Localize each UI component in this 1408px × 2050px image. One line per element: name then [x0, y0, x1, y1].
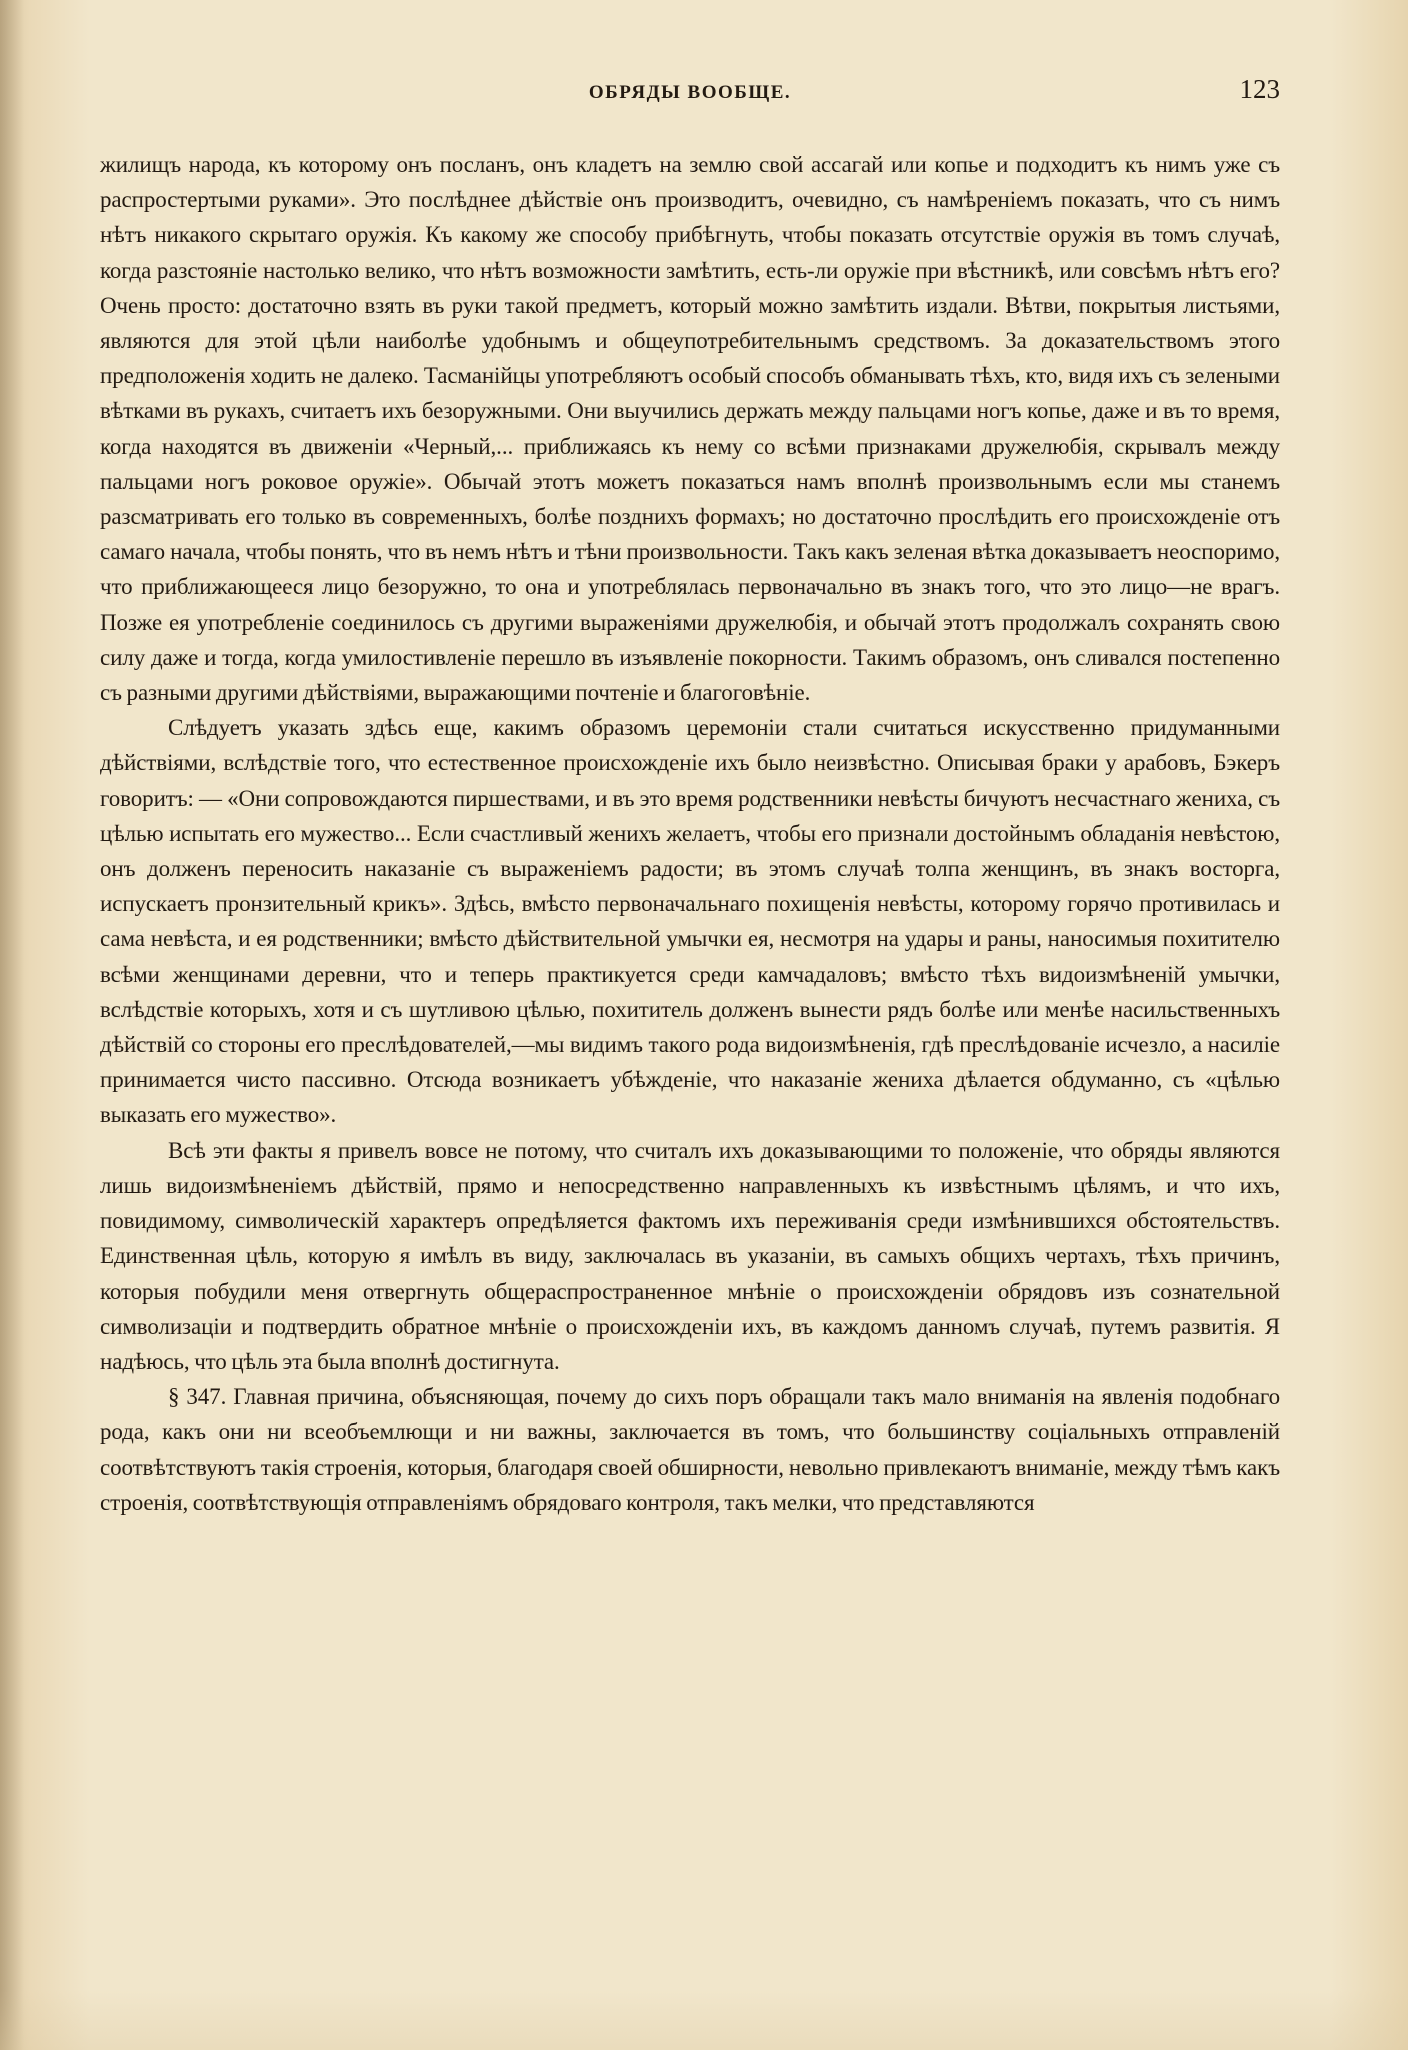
paragraph-continuation: жилищъ народа, къ которому онъ посланъ, онъ кладетъ на землю свой ассагай или копье и подходитъ къ нимъ уже съ распростертыми руками». Это послѣднее дѣйствіе онъ производитъ, очевидно, съ намѣреніемъ показать, что съ нимъ нѣтъ никакого скрытаго оружія. Къ какому же способу прибѣгнуть, чтобы показать отсутствіе оружія въ томъ случаѣ, когда разстояніе настолько велико, что нѣтъ возможности замѣтить, есть-ли оружіе при вѣстникѣ, или совсѣмъ нѣтъ его? Очень просто: достаточно взять въ руки такой предметъ, который можно замѣтить издали. Вѣтви, покрытыя листьями, являются для этой цѣли наиболѣе удобнымъ и общеупотребительнымъ средствомъ. За доказательствомъ этого предположенія ходить не далеко. Тасманійцы употребляютъ особый способъ обманывать тѣхъ, кто, видя ихъ съ зелеными вѣтками въ рукахъ, считаетъ ихъ безоружными. Они выучились держать между пальцами ногъ копье, даже и въ то время, когда находятся въ движеніи «Черный,... приближаясь къ нему со всѣми признаками дружелюбія, скрывалъ между пальцами ногъ роковое оружіе». Обычай этотъ можетъ показаться намъ вполнѣ произвольнымъ если мы станемъ разсматривать его только въ современныхъ, болѣе позднихъ формахъ; но достаточно прослѣдить его происхожденіе отъ самаго начала, чтобы понять, что въ немъ нѣтъ и тѣни произвольности. Такъ какъ зеленая вѣтка доказываетъ неоспоримо, что приближающееся лицо безоружно, то она и употреблялась первоначально въ знакъ того, что это лицо—не врагъ. Позже ея употребленіе соединилось съ другими выраженіями дружелюбія, и обычай этотъ продолжалъ сохранять свою силу даже и тогда, когда умилостивленіе перешло въ изъявленіе покорности. Такимъ образомъ, онъ сливался постепенно съ разными другими дѣйствіями, выражающими почтеніе и благоговѣніе.: [100, 152, 1280, 706]
spine-shadow: [0, 0, 24, 2050]
paragraph-ceremonies: Слѣдуетъ указать здѣсь еще, какимъ образомъ церемоніи стали считаться искусственно придуманными дѣйствіями, вслѣдствіе того, что естественное происхожденіе ихъ было неизвѣстно. Описывая браки у арабовъ, Бэкеръ говоритъ: — «Они сопровождаются пиршествами, и въ это время родственники невѣсты бичуютъ несчастнаго жениха, съ цѣлью испытать его мужество... Если счастливый женихъ желаетъ, чтобы его признали достойнымъ обладанія невѣстою, онъ долженъ переносить наказаніе съ выраженіемъ радости; въ этомъ случаѣ толпа женщинъ, въ знакъ восторга, испускаетъ пронзительный крикъ». Здѣсь, вмѣсто первоначальнаго похищенія невѣсты, которому горячо противилась и сама невѣста, и ея родственники; вмѣсто дѣйствительной умычки ея, несмотря на удары и раны, наносимыя похитителю всѣми женщинами деревни, что и теперь практикуется среди камчадаловъ; вмѣсто тѣхъ видоизмѣненій умычки, вслѣдствіе которыхъ, хотя и съ шутливою цѣлью, похититель долженъ вынести рядъ болѣе или менѣе насильственныхъ дѣйствій со стороны его преслѣдователей,—мы видимъ такого рода видоизмѣненія, гдѣ преслѣдованіе исчезло, а насиліе принимается чисто пассивно. Отсюда возникаетъ убѣжденіе, что наказаніе жениха дѣлается обдуманно, съ «цѣлью выказать его мужество».: [100, 715, 1280, 1128]
page-number: 123: [1239, 74, 1280, 104]
page-header: [100, 74, 1280, 114]
paragraph-facts: Всѣ эти факты я привелъ вовсе не потому, что считалъ ихъ доказывающими то положеніе, что обряды являются лишь видоизмѣненіемъ дѣйствій, прямо и непосредственно направленныхъ къ извѣстнымъ цѣлямъ, и что ихъ, повидимому, символическій характеръ опредѣляется фактомъ ихъ переживанія среди измѣнившихся обстоятельствъ. Единственная цѣль, которую я имѣлъ въ виду, заключалась въ указаніи, въ самыхъ общихъ чертахъ, тѣхъ причинъ, которыя побудили меня отвергнуть общераспространенное мнѣніе о происхожденіи обрядовъ изъ сознательной символизаціи и подтвердить обратное мнѣніе о происхожденіи ихъ, въ каждомъ данномъ случаѣ, путемъ развитія. Я надѣюсь, что цѣль эта была вполнѣ достигнута.: [100, 1137, 1280, 1374]
paragraph-section-347: § 347. Главная причина, объясняющая, почему до сихъ поръ обращали такъ мало вниманія на явленія подобнаго рода, какъ они ни всеобъемлющи и ни важны, заключается въ томъ, что большинству соціальныхъ отправленій соотвѣтствуютъ такія строенія, которыя, благодаря своей обширности, невольно привлекаютъ вниманіе, между тѣмъ какъ строенія, соотвѣтствующія отправленіямъ обрядоваго контроля, такъ мелки, что представляются: [100, 1384, 1280, 1515]
running-title: ОБРЯДЫ ВООБЩЕ.: [588, 82, 792, 103]
page-bottom-shade: [0, 1990, 1408, 2050]
body-text: [100, 147, 1280, 1520]
